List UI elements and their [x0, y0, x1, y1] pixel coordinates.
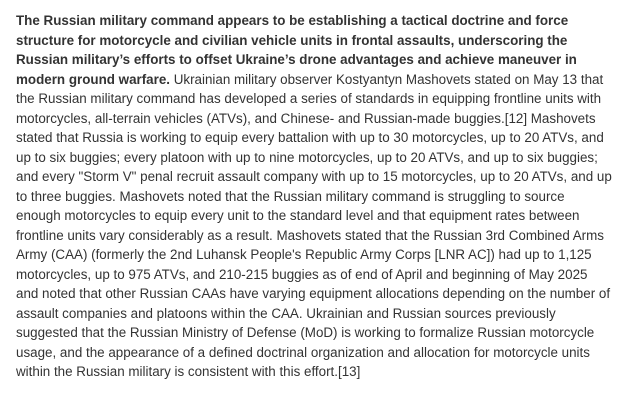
- article-paragraph: [16, 11, 612, 382]
- lead-sentence: The Russian military command appears to be establishing a tactical doctrine and force structure for motorcycle and civilian vehicle units in frontal assaults, underscoring the Russian military’s efforts to offset Ukraine’s drone advantages and achieve maneuver in modern ground warfare.: [16, 13, 577, 87]
- body-text: Ukrainian military observer Kostyantyn Mashovets stated on May 13 that the Russian military command has developed a series of standards in equipping frontline units with motorcycles, all-terrain vehicles (ATVs), and Chinese- and Russian-made buggies.[12] Mashovets stated that Russia is working to equip every battalion with up to 30 motorcycles, up to 20 ATVs, and up to six buggies; every platoon with up to nine motorcycles, up to 20 ATVs, and up to six buggies; and every "Storm V" penal recruit assault company with up to 15 motorcycles, up to 20 ATVs, and up to three buggies. Mashovets noted that the Russian military command is struggling to source enough motorcycles to equip every unit to the standard level and that equipment rates between frontline units vary considerably as a result. Mashovets stated that the Russian 3rd Combined Arms Army (CAA) (formerly the 2nd Luhansk People's Republic Army Corps [LNR AC]) had up to 1,125 motorcycles, up to 975 ATVs, and 210-215 buggies as of end of April and beginning of May 2025 and noted that other Russian CAAs have varying equipment allocations depending on the number of assault companies and platoons within the CAA. Ukrainian and Russian sources previously suggested that the Russian Ministry of Defense (MoD) is working to formalize Russian motorcycle usage, and the appearance of a defined doctrinal organization and allocation for motorcycle units within the Russian military is consistent with this effort.[13]: [16, 71, 612, 379]
- paragraph: [16, 11, 612, 382]
